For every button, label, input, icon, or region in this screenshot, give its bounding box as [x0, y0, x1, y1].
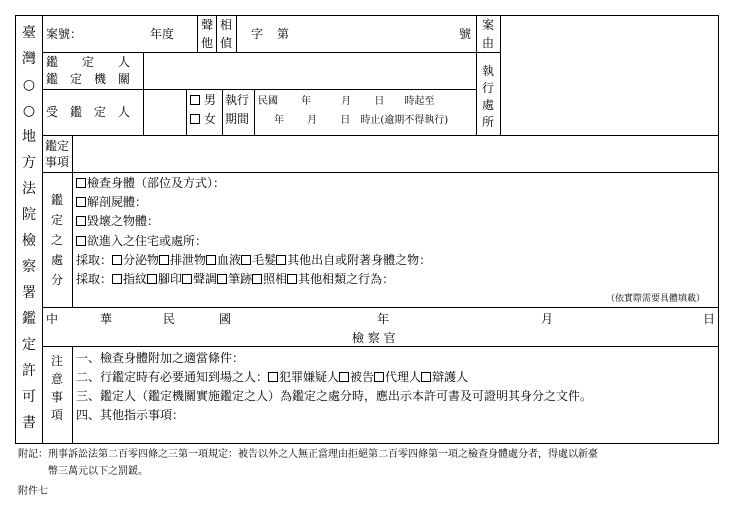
sample-item-label: 指紋	[123, 272, 148, 286]
date-month: 月	[541, 312, 554, 326]
execution-period-label: 期間	[225, 112, 250, 126]
sample-row	[76, 253, 431, 267]
divider	[42, 52, 476, 53]
divider	[222, 89, 223, 136]
disposal-item	[76, 214, 159, 228]
date-day: 日	[703, 312, 716, 326]
sample-checkbox[interactable]	[217, 274, 227, 284]
notify-option-label: 代理人	[385, 370, 422, 384]
divider	[42, 307, 719, 308]
date-char: 民	[163, 312, 176, 326]
case-type-option: 偵	[220, 36, 233, 50]
form-title-vertical	[21, 20, 37, 436]
notify-checkbox[interactable]	[339, 372, 349, 382]
label-char: 分	[50, 273, 63, 287]
disposal-item-label: 檢查身體（部位及方式）：	[87, 176, 226, 190]
title-char: ○	[22, 103, 36, 119]
notify-checkbox[interactable]	[421, 372, 431, 382]
sample-checkbox[interactable]	[147, 274, 157, 284]
title-char: 許	[22, 363, 36, 379]
sample-item-label: 其他相類之行為：	[298, 272, 395, 286]
disposal-item	[76, 195, 147, 209]
border-bottom	[15, 443, 719, 444]
divider	[42, 15, 43, 444]
disposal-item-label: 解剖屍體：	[87, 195, 148, 209]
sample-item-label: 毛髮	[252, 253, 277, 267]
notice-item: 三、鑑定人（鑑定機關實施鑑定之人）為鑑定之處分時，應出示本許可書及可證明其身分之文件。	[76, 389, 593, 403]
divider	[476, 15, 477, 136]
title-char: 灣	[22, 51, 36, 67]
divider	[72, 172, 73, 308]
sample-item-label: 排泄物	[170, 253, 207, 267]
title-char: 察	[22, 259, 36, 275]
divider	[236, 15, 237, 53]
border-left	[15, 15, 16, 444]
label-char: 行	[481, 81, 494, 95]
title-char: 檢	[22, 233, 36, 249]
disposal-checkbox[interactable]	[76, 236, 86, 246]
label-char: 處	[50, 253, 63, 267]
case-type-option: 相	[220, 18, 233, 32]
sample-item-label: 血液	[217, 253, 242, 267]
date-char: 國	[219, 312, 232, 326]
year-label: 年度	[150, 27, 175, 41]
sample-checkbox[interactable]	[241, 255, 251, 265]
case-type-option: 他	[201, 36, 214, 50]
prosecutor-label: 檢 察 官	[352, 331, 396, 345]
disposal-item-label: 欲進入之住宅或處所：	[87, 234, 208, 248]
disposal-item	[76, 176, 225, 190]
label-char: 注	[50, 354, 63, 368]
sample-checkbox[interactable]	[182, 274, 192, 284]
subject-label: 受 鑑 定 人	[46, 105, 131, 119]
sample-item-label: 聲調	[193, 272, 218, 286]
date-year: 年	[377, 312, 390, 326]
sample-checkbox[interactable]	[276, 255, 286, 265]
sample-item-label: 其他出自或附著身體之物：	[287, 253, 432, 267]
label-char: 事	[50, 390, 63, 404]
divider	[72, 346, 73, 444]
period-start: 民國 年 月 日 時起至	[258, 96, 435, 107]
sample-label: 採取：	[76, 253, 113, 267]
title-char: 院	[22, 207, 36, 223]
notify-checkbox[interactable]	[374, 372, 384, 382]
title-char: 署	[22, 285, 36, 301]
notify-checkbox[interactable]	[268, 372, 278, 382]
label-char: 項	[50, 408, 63, 422]
notify-option-label: 被告	[350, 370, 375, 384]
period-end: 年 月 日 時止(逾期不得執行)	[274, 115, 449, 126]
label-char: 所	[481, 115, 494, 129]
notice-2-label: 二、行鑑定時有必要通知到場之人：	[76, 370, 269, 384]
title-char: ○	[22, 77, 36, 93]
case-reason-label: 由	[482, 36, 495, 50]
case-number-label: 案號：	[46, 27, 83, 41]
divider	[42, 172, 719, 173]
notice-item: 一、檢查身體附加之適當條件：	[76, 351, 245, 365]
male-checkbox[interactable]	[190, 95, 200, 105]
di-label: 第	[277, 27, 290, 41]
sample-item-label: 照相	[263, 272, 288, 286]
disposal-checkbox[interactable]	[76, 197, 86, 207]
divider	[143, 89, 144, 136]
footnote: 附記：刑事訴訟法第二百零四條之三第一項規定：被告以外之人無正當理由拒絕第二百零四條第一項之檢查身體處分者，得處以新臺	[18, 449, 598, 460]
title-char: 地	[22, 129, 36, 145]
appraiser-label: 鑑 定 人	[46, 55, 131, 69]
sample-label: 採取：	[76, 272, 113, 286]
date-char: 華	[100, 312, 113, 326]
divider	[500, 15, 501, 136]
sample-item-label: 腳印	[158, 272, 183, 286]
divider	[476, 52, 501, 53]
divider	[197, 15, 198, 53]
sample-checkbox[interactable]	[112, 255, 122, 265]
disposal-item-label: 毀壞之物體：	[87, 214, 160, 228]
sample-checkbox[interactable]	[252, 274, 262, 284]
footnote: 幣三萬元以下之罰鍰。	[48, 466, 148, 477]
female-checkbox[interactable]	[190, 114, 200, 124]
title-char: 臺	[22, 25, 36, 41]
fill-instruction-note: （依實際需要具體填載）	[606, 294, 706, 304]
notify-option-label: 犯罪嫌疑人	[279, 370, 340, 384]
notify-option-label: 辯護人	[432, 370, 469, 384]
title-char: 定	[22, 337, 36, 353]
execution-place-label	[481, 63, 495, 131]
appraisal-agency-label: 鑑 定 機 關	[46, 72, 131, 86]
attachment-label: 附件七	[18, 486, 48, 497]
sample-checkbox[interactable]	[287, 274, 297, 284]
disposal-item	[76, 234, 207, 248]
sample-item-label: 筆跡	[228, 272, 253, 286]
title-char: 書	[22, 415, 36, 431]
case-type-option: 聲	[201, 18, 214, 32]
female-label: 女	[204, 112, 217, 126]
title-char: 可	[22, 389, 36, 405]
case-reason-label: 案	[482, 18, 495, 32]
female-option	[190, 112, 216, 126]
divider	[42, 89, 476, 90]
date-char: 中	[46, 312, 59, 326]
disposal-checkbox[interactable]	[76, 178, 86, 188]
zi-label: 字	[251, 27, 264, 41]
notice-item	[76, 370, 468, 384]
title-char: 方	[22, 155, 36, 171]
sample-checkbox[interactable]	[159, 255, 169, 265]
hao-label: 號	[459, 27, 472, 41]
execution-period-label: 執行	[225, 93, 250, 107]
divider	[72, 135, 73, 173]
appraisal-items-label: 鑑定	[45, 139, 70, 153]
label-char: 定	[50, 213, 63, 227]
male-label: 男	[204, 93, 217, 107]
border-right	[718, 15, 719, 444]
label-char: 執	[481, 64, 494, 78]
divider	[143, 52, 144, 90]
title-char: 法	[22, 181, 36, 197]
male-option	[190, 93, 216, 107]
title-char: 鑑	[22, 311, 36, 327]
divider	[42, 346, 719, 347]
divider	[216, 15, 217, 53]
notice-item: 四、其他指示事項：	[76, 408, 185, 422]
border-top	[15, 15, 719, 16]
disposal-checkbox[interactable]	[76, 216, 86, 226]
sample-checkbox[interactable]	[112, 274, 122, 284]
disposal-label	[50, 190, 64, 290]
notice-label	[50, 352, 64, 424]
sample-row	[76, 272, 394, 286]
appraisal-items-label: 事項	[45, 155, 70, 169]
divider	[254, 89, 255, 136]
label-char: 處	[481, 98, 494, 112]
sample-item-label: 分泌物	[123, 253, 160, 267]
label-char: 鑑	[50, 193, 63, 207]
divider	[186, 89, 187, 136]
sample-checkbox[interactable]	[206, 255, 216, 265]
label-char: 意	[50, 372, 63, 386]
label-char: 之	[50, 233, 63, 247]
